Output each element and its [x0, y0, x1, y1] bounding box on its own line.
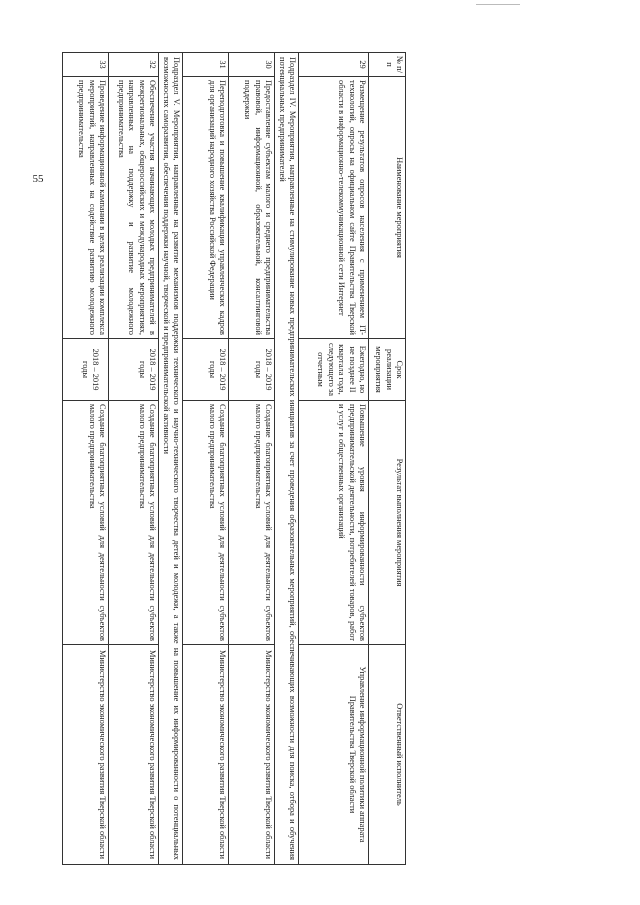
row-name: Обеспечение участия начинающих молодых предпринимателей в межрегиональных, общероссийских и международных мероприятиях, направленных на поддержку и развитие молодежного предпринимательства — [109, 77, 159, 339]
row-number: 33 — [63, 53, 109, 77]
header-executor: Ответственный исполнитель — [369, 645, 406, 865]
scan-edge-mark — [476, 4, 520, 5]
row-result: Повышение уровня информированности субъектов предпринимательской деятельности, потребителей товаров, работ и услуг и общественных организаций — [299, 401, 369, 645]
row-name: Переподготовка и повышение квалификации управленческих кадров для организаций народного хозяйства Российской Федерации — [183, 77, 229, 339]
row-executor: Министерство экономического развития Тверской области — [109, 645, 159, 865]
table-row — [109, 53, 159, 865]
landscape-page — [77, 52, 406, 864]
row-number: 29 — [299, 53, 369, 77]
row-executor: Министерство экономического развития Тверской области — [229, 645, 275, 865]
header-number: № п/п — [369, 53, 406, 77]
page-number: 55 — [32, 173, 44, 185]
header-term: Срок реализации мероприятия — [369, 339, 406, 401]
table-row — [299, 53, 369, 865]
table-row — [63, 53, 109, 865]
header-result: Результат выполнения мероприятия — [369, 401, 406, 645]
section-title: Подраздел V. Мероприятия, направленные на развитие механизмов поддержки технического и научно-технического творчества детей и молодежи, а также на повышение их информированности о потенциальных возможностях саморазвития, обеспечения поддержки научной, творческой и предпринимательской активности — [159, 53, 183, 865]
row-result: Создание благоприятных условий для деятельности субъектов малого предпринимательства — [229, 401, 275, 645]
section-title: Подраздел IV. Мероприятия, направленные на стимулирование новых предпринимательских инициатив за счет проведения образовательных мероприятий, обеспечивающих возможности для поиска, отбора и обучения потенциальных предпринимателей — [275, 53, 299, 865]
row-number: 31 — [183, 53, 229, 77]
row-result: Создание благоприятных условий для деятельности субъектов малого предпринимательства — [109, 401, 159, 645]
row-number: 30 — [229, 53, 275, 77]
table-row — [229, 53, 275, 865]
row-executor: Министерство экономического развития Тверской области — [183, 645, 229, 865]
row-term: Ежегодно, но не позднее II квартала года, следующего за отчетным — [299, 339, 369, 401]
row-term: 2018 – 2019 годы — [229, 339, 275, 401]
row-name: Предоставление субъектам малого и среднего предпринимательства правовой, информационной, образовательной, консалтинговой поддержки — [229, 77, 275, 339]
row-result: Создание благоприятных условий для деятельности субъектов малого предпринимательства — [183, 401, 229, 645]
section-row — [159, 53, 183, 865]
row-term: 2018 – 2019 годы — [109, 339, 159, 401]
rotated-page-area — [77, 52, 406, 864]
row-executor: Управление информационной политики аппарата Правительства Тверской области — [299, 645, 369, 865]
header-name: Наименование мероприятия — [369, 77, 406, 339]
row-name: Размещение результатов опросов населения с применением IT-технологий, опросы на официальном сайте Правительства Тверской области в информационно-телекоммуникационной сети Интернет — [299, 77, 369, 339]
row-result: Создание благоприятных условий для деятельности субъектов малого предпринимательства — [63, 401, 109, 645]
row-executor: Министерство экономического развития Тверской области — [63, 645, 109, 865]
table-header-row — [369, 53, 406, 865]
row-term: 2018 – 2019 годы — [183, 339, 229, 401]
section-row — [275, 53, 299, 865]
row-number: 32 — [109, 53, 159, 77]
row-name: Проведение информационной кампании в целях реализации комплекса мероприятий, направленных на содействие развитию молодежного предпринимательства — [63, 77, 109, 339]
measures-table — [62, 52, 406, 865]
row-term: 2018 – 2019 годы — [63, 339, 109, 401]
table-row — [183, 53, 229, 865]
